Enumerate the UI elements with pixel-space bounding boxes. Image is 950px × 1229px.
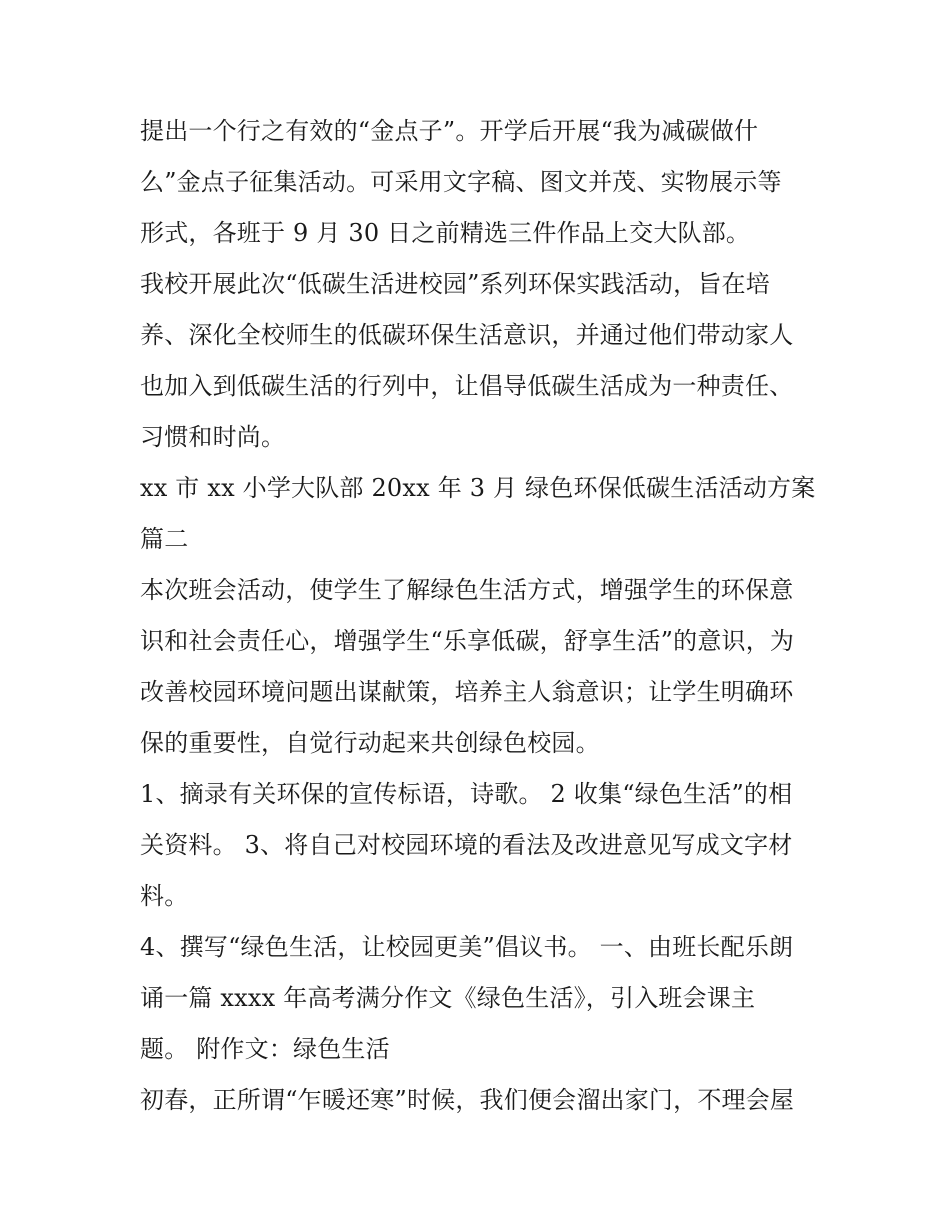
text-line: 诵一篇 xxxx 年高考满分作文《绿色生活》，引入班会课主 — [140, 984, 756, 1012]
text-line: 么”金点子征集活动。可采用文字稿、图文并茂、实物展示等 — [140, 168, 782, 196]
text-line: 提出一个行之有效的“金点子”。开学后开展“我为减碳做什 — [140, 117, 759, 145]
text-line: 本次班会活动，使学生了解绿色生活方式，增强学生的环保意 — [140, 576, 794, 604]
text-line: 我校开展此次“低碳生活进校园”系列环保实践活动，旨在培 — [140, 270, 770, 298]
text-line: 识和社会责任心，增强学生“乐享低碳，舒享生活”的意识，为 — [140, 627, 795, 655]
text-line: 4、撰写“绿色生活，让校园更美”倡议书。 一、由班长配乐朗 — [140, 933, 794, 961]
text-line: xx 市 xx 小学大队部 20xx 年 3 月 绿色环保低碳生活活动方案 — [140, 474, 816, 502]
text-line: 改善校园环境问题出谋献策，培养主人翁意识；让学生明确环 — [140, 678, 794, 706]
text-line: 料。 — [140, 882, 189, 910]
text-line: 也加入到低碳生活的行列中，让倡导低碳生活成为一种责任、 — [140, 372, 794, 400]
text-line: 1、摘录有关环保的宣传标语，诗歌。 2 收集“绿色生活”的相 — [140, 780, 793, 808]
document-body — [140, 106, 820, 1126]
text-line: 形式，各班于 9 月 30 日之前精选三件作品上交大队部。 — [140, 219, 751, 247]
text-line: 习惯和时尚。 — [140, 423, 286, 451]
text-line: 初春，正所谓“乍暖还寒”时候，我们便会溜出家门，不理会屋 — [140, 1086, 795, 1114]
text-line: 关资料。 3、将自己对校园环境的看法及改进意见写成文字材 — [140, 831, 793, 859]
text-line: 养、深化全校师生的低碳环保生活意识，并通过他们带动家人 — [140, 321, 794, 349]
text-line: 保的重要性，自觉行动起来共创绿色校园。 — [140, 729, 600, 757]
text-line: 题。 附作文：绿色生活 — [140, 1035, 390, 1063]
section-heading: 篇二 — [140, 525, 189, 553]
